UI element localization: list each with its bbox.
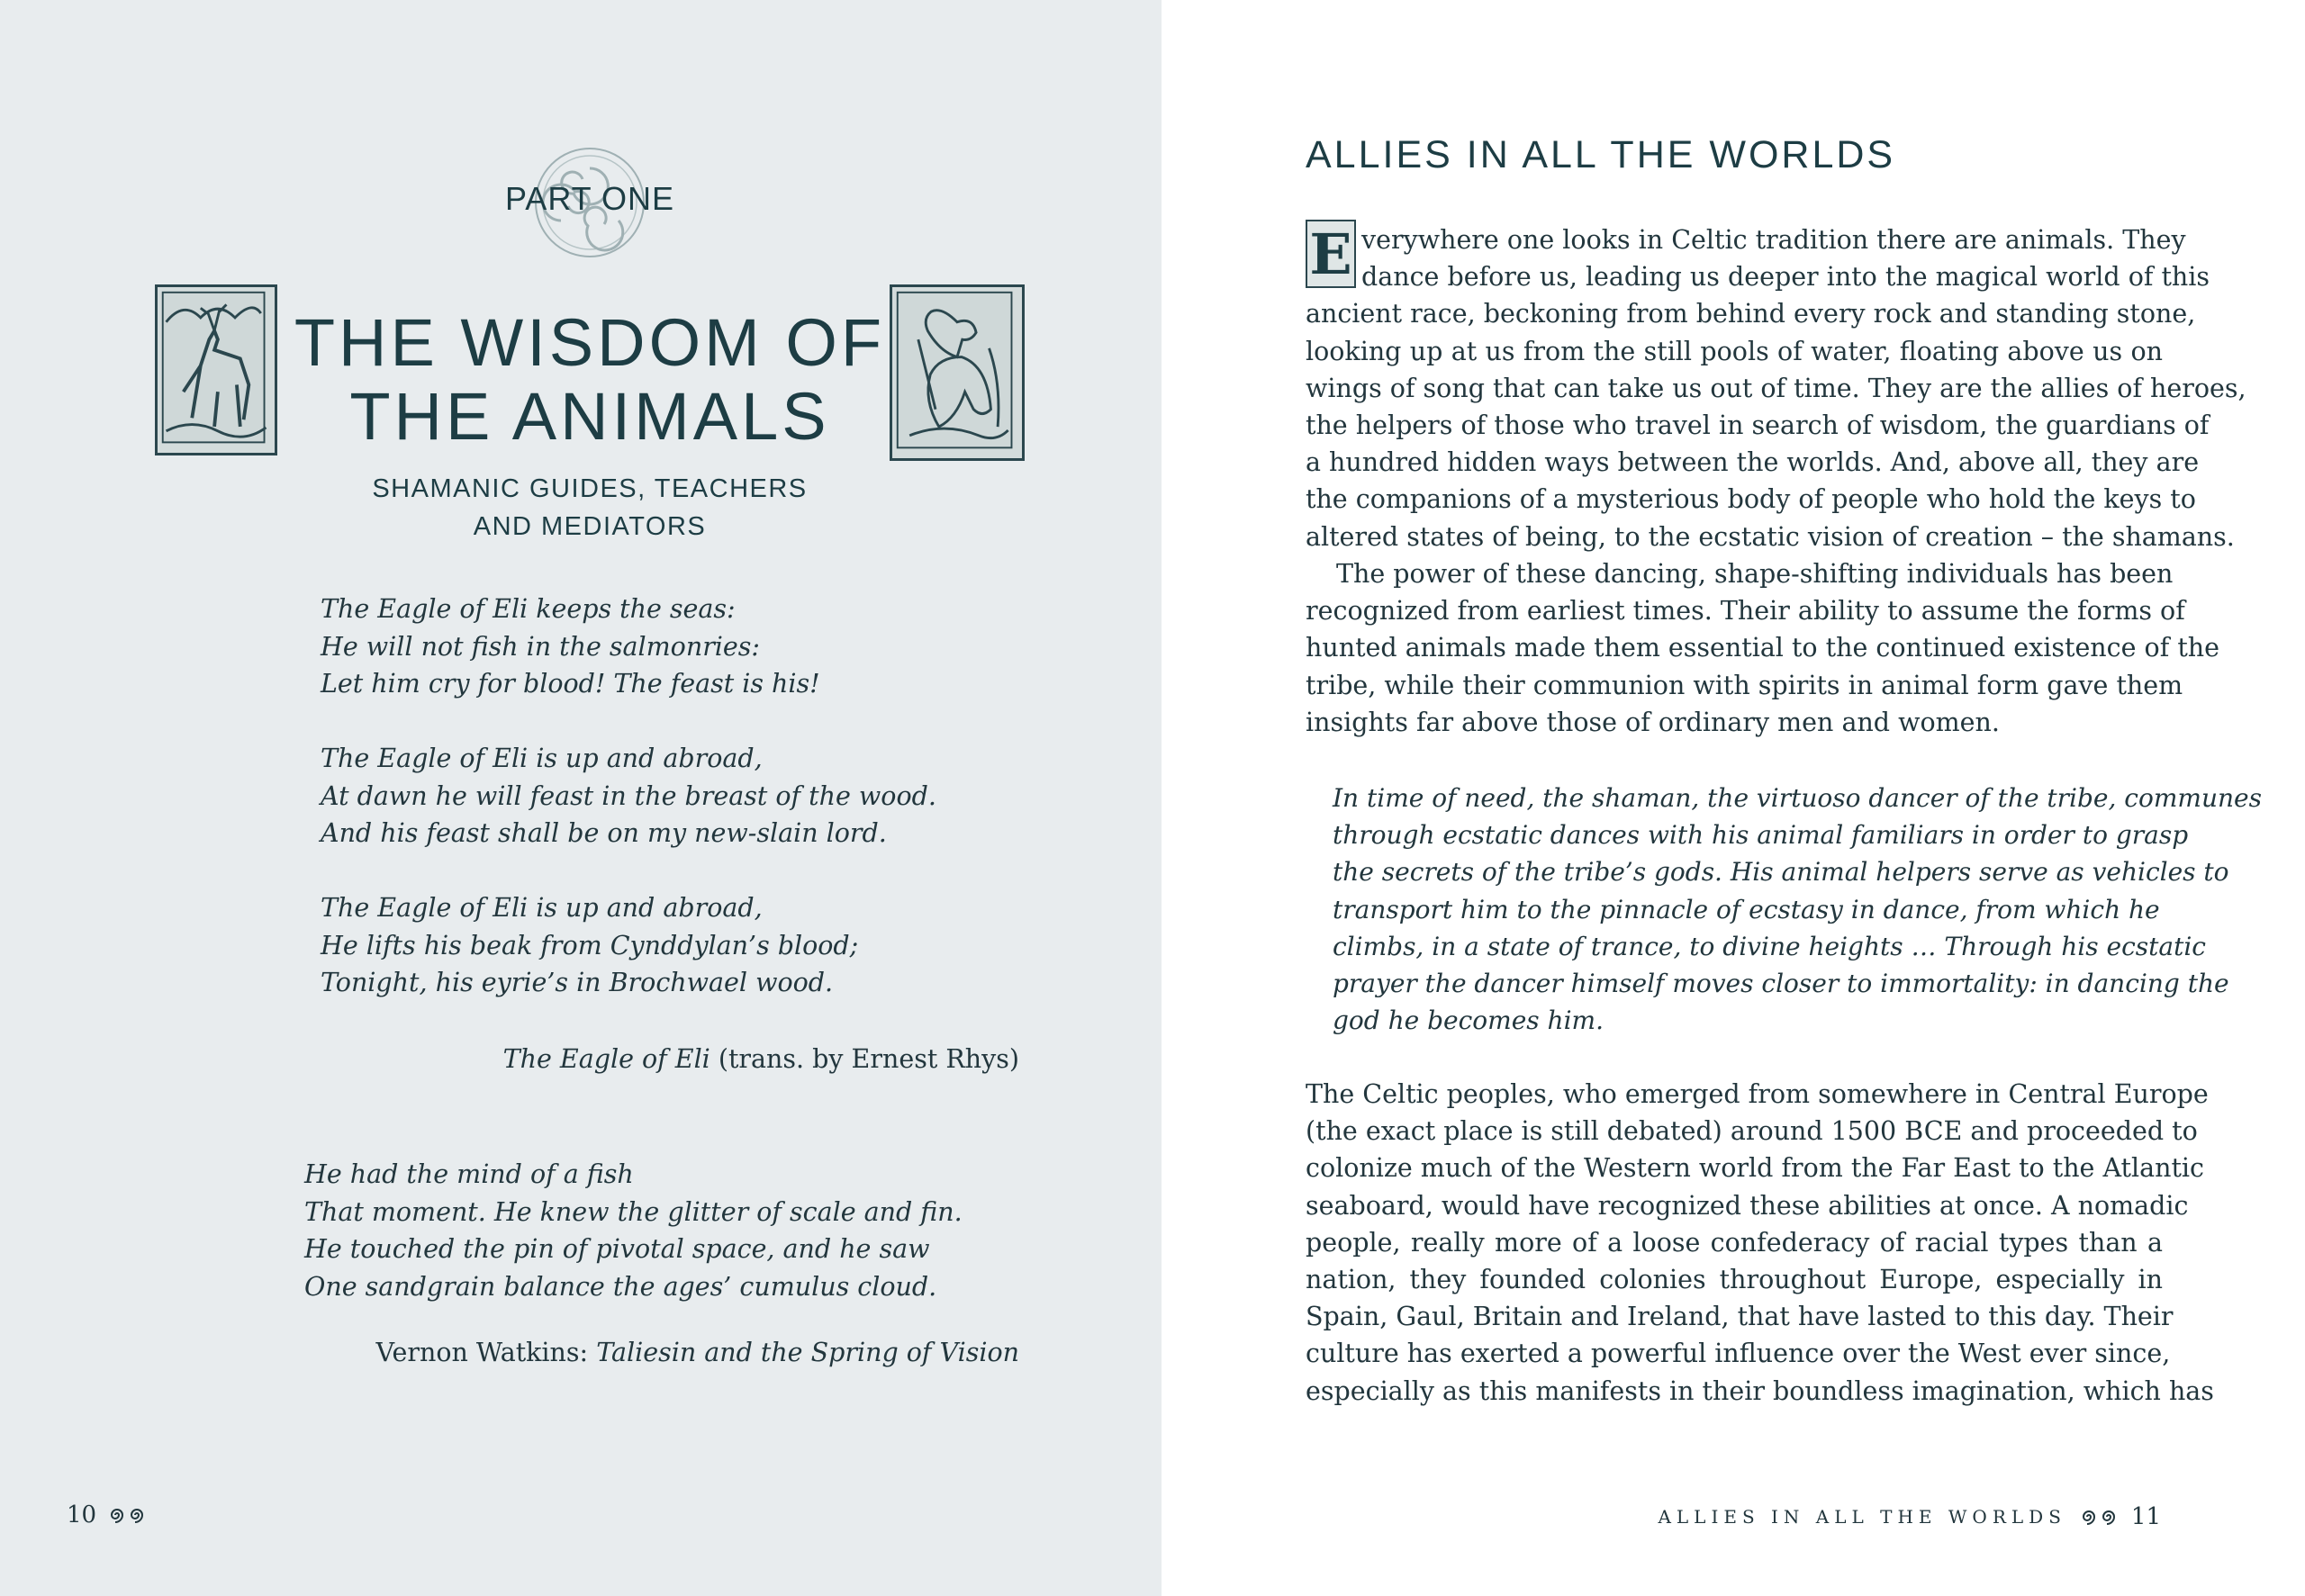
text-line: people, really more of a loose confederacy of racial types than a <box>1306 1227 2163 1258</box>
text-line: tribe, while their communion with spirits in animal form gave them <box>1306 670 2183 700</box>
paragraph-3 <box>1306 1076 2214 1410</box>
chapter-subtitle <box>288 470 891 546</box>
spiral-ornament-icon <box>2079 1507 2119 1527</box>
text-line: wings of song that can take us out of time. They are the allies of heroes, <box>1306 373 2246 403</box>
poem-watkins <box>304 1156 963 1305</box>
text-line: especially as this manifests in their boundless imagination, which has <box>1306 1375 2214 1406</box>
text-line: the helpers of those who travel in search of wisdom, the guardians of <box>1306 410 2210 441</box>
running-head-text: ALLIES IN ALL THE WORLDS <box>1658 1506 2066 1528</box>
quote-line: through ecstatic dances with his animal familiars in order to grasp <box>1333 820 2189 851</box>
title-line-2: THE ANIMALS <box>349 379 830 454</box>
drop-cap: E <box>1306 220 1356 288</box>
poem-line: And his feast shall be on my new-slain lord. <box>321 818 887 848</box>
poem-line: He touched the pin of pivotal space, and he saw <box>304 1234 930 1264</box>
text-line: The power of these dancing, shape-shifting individuals has been <box>1336 559 2174 589</box>
text-line: seaboard, would have recognized these abilities at once. A nomadic <box>1306 1190 2189 1221</box>
poem-line: Let him cry for blood! The feast is his! <box>321 669 820 699</box>
text-line: colonize much of the Western world from the Far East to the Atlantic <box>1306 1153 2205 1184</box>
title-line-1: THE WISDOM OF <box>294 305 886 380</box>
block-quote <box>1333 780 2262 1039</box>
poem1-attribution <box>503 1044 1019 1074</box>
text-line: a hundred hidden ways between the worlds. And, above all, they are <box>1306 447 2200 478</box>
paragraph-2 <box>1306 555 2219 741</box>
text-line: hunted animals made them essential to the continued existence of the <box>1306 633 2219 663</box>
text-line: Spain, Gaul, Britain and Ireland, that have lasted to this day. Their <box>1306 1302 2174 1332</box>
quote-line: In time of need, the shaman, the virtuoso dancer of the tribe, communes <box>1333 783 2262 813</box>
text-line: looking up at us from the still pools of water, floating above us on <box>1306 336 2163 366</box>
quote-line: prayer the dancer himself moves closer to immortality: in dancing the <box>1333 969 2229 999</box>
poem-eagle-of-eli <box>321 591 936 1039</box>
poem-line: He lifts his beak from Cynddylan’s blood; <box>321 930 859 960</box>
stag-illustration <box>155 284 277 455</box>
text-line: nation, they founded colonies throughout Europe, especially in <box>1306 1265 2163 1295</box>
poem-line: The Eagle of Eli is up and abroad, <box>321 744 763 773</box>
running-head <box>1658 1503 2161 1530</box>
spiral-ornament-icon <box>107 1505 147 1525</box>
subtitle-line-1: SHAMANIC GUIDES, TEACHERS <box>372 474 808 503</box>
text-line: recognized from earliest times. Their ability to assume the forms of <box>1306 596 2185 627</box>
poem-line: He will not fish in the salmonries: <box>321 631 761 662</box>
quote-line: transport him to the pinnacle of ecstasy in dance, from which he <box>1333 894 2160 924</box>
poem-line: The Eagle of Eli keeps the seas: <box>321 594 736 624</box>
poem2-attribution <box>376 1338 1019 1367</box>
page-number: 10 <box>67 1501 97 1528</box>
subtitle-line-2: AND MEDIATORS <box>473 512 707 541</box>
text-line: altered states of being, to the ecstatic vision of creation – the shamans. <box>1306 521 2235 552</box>
paragraph-1 <box>1306 221 2246 555</box>
poem-stanza <box>321 889 936 1002</box>
page-folio-left <box>67 1501 147 1528</box>
poem-line: He had the mind of a fish <box>304 1159 634 1189</box>
poem-line: That moment. He knew the glitter of scale and fin. <box>304 1196 963 1227</box>
poem-line: Tonight, his eyrie’s in Brochwael wood. <box>321 968 834 997</box>
poem-stanza <box>321 591 936 703</box>
attribution-translator: (trans. by Ernest Rhys) <box>710 1044 1019 1074</box>
text-line: The Celtic peoples, who emerged from somewhere in Central Europe <box>1306 1079 2209 1109</box>
text-line: dance before us, leading us deeper into the magical world of this <box>1361 262 2210 293</box>
quote-line: god he becomes him. <box>1333 1005 1604 1036</box>
text-line: the companions of a mysterious body of people who hold the keys to <box>1306 484 2196 515</box>
poem-line: One sandgrain balance the ages’ cumulus cloud. <box>304 1271 937 1302</box>
attribution-title: Taliesin and the Spring of Vision <box>596 1338 1019 1367</box>
text-line: culture has exerted a powerful influence over the West ever since, <box>1306 1339 2171 1369</box>
poem-line: At dawn he will feast in the breast of the wood. <box>321 780 936 811</box>
attribution-author: Vernon Watkins: <box>375 1338 597 1367</box>
poem-stanza <box>321 740 936 852</box>
chapter-title <box>288 306 891 454</box>
page-number: 11 <box>2130 1503 2161 1530</box>
section-heading: ALLIES IN ALL THE WORLDS <box>1306 133 1896 176</box>
attribution-title: The Eagle of Eli <box>502 1044 710 1074</box>
text-line: ancient race, beckoning from behind every rock and standing stone, <box>1306 299 2196 329</box>
poem-line: The Eagle of Eli is up and abroad, <box>321 893 763 923</box>
text-line: verywhere one looks in Celtic tradition there are animals. They <box>1361 225 2186 255</box>
text-line: insights far above those of ordinary men and women. <box>1306 707 2000 737</box>
text-line: (the exact place is still debated) around 1500 BCE and proceeded to <box>1306 1116 2198 1147</box>
quote-line: the secrets of the tribe’s gods. His animal helpers serve as vehicles to <box>1333 857 2229 888</box>
part-label: PART ONE <box>504 180 675 217</box>
eagle-illustration <box>890 284 1025 461</box>
quote-line: climbs, in a state of trance, to divine heights … Through his ecstatic <box>1333 931 2206 961</box>
